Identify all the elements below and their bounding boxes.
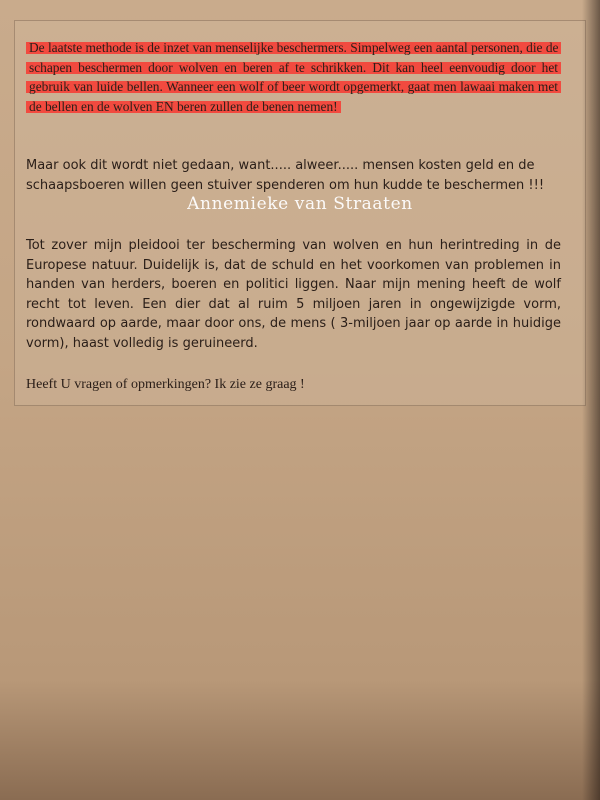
- paragraph-questions: Heeft U vragen of opmerkingen? Ik zie ze graag !: [26, 377, 305, 392]
- author-watermark: Annemieke van Straaten: [187, 194, 413, 214]
- paragraph-cost: Maar ook dit wordt niet gedaan, want..... alweer..... mensen kosten geld en de schaapsboeren willen geen stuiver spenderen om hun kudde te beschermen !!!: [26, 158, 545, 193]
- paragraph-conclusion: Tot zover mijn pleidooi ter bescherming van wolven en hun herintreding in de Europese natuur. Duidelijk is, dat de schuld en het voorkomen van problemen in handen van herders, boeren en politici liggen. Naar mijn mening heeft de wolf recht tot leven. Een dier dat al ruim 5 miljoen jaren in ongewijzigde vorm, rondwaard op aarde, maar door ons, de mens ( 3-miljoen jaar op aarde in huidige vorm), haast volledig is geruineerd.: [26, 238, 561, 351]
- highlighted-text: De laatste methode is de inzet van menselijke beschermers. Simpelweg een aantal personen, die de schapen beschermen door wolven en beren af te schrikken. Dit kan heel eenvoudig door het gebruik van luide bellen. Wanneer een wolf of beer wordt opgemerkt, gaat men lawaai maken met de bellen en de wolven EN beren zullen de benen nemen!: [26, 40, 561, 114]
- highlighted-paragraph: [26, 38, 561, 116]
